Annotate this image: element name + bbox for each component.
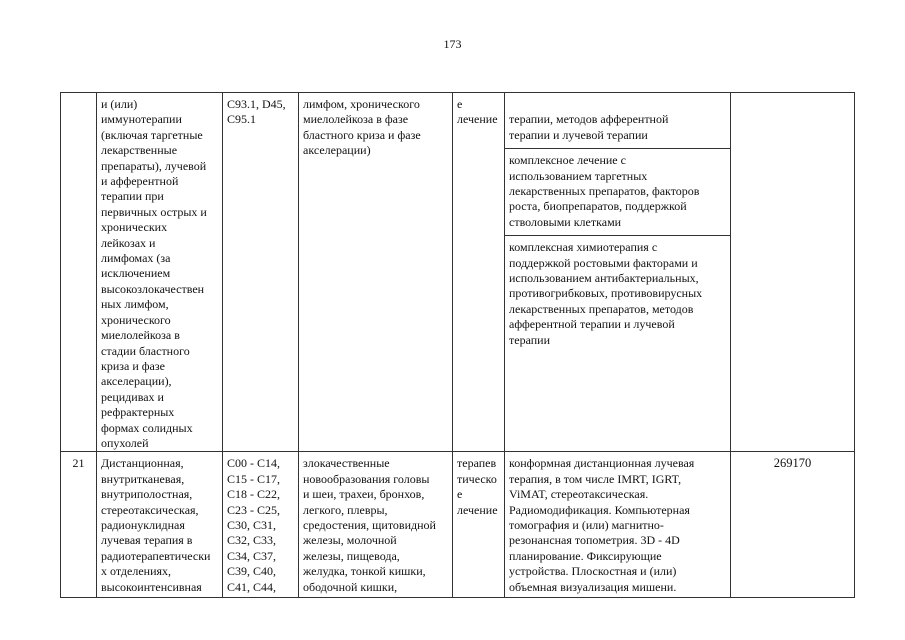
table-row	[61, 452, 855, 598]
method-block: терапии, методов афферентной терапии и лучевой терапии	[505, 108, 730, 149]
treatment-type-cell: е лечение	[453, 93, 505, 452]
icd-codes-cell: C00 - C14, C15 - C17, C18 - C22, C23 - C25, C30, C31, C32, C33, C34, C37, C39, C40, C41, C44,	[223, 452, 299, 598]
service-name-cell: и (или) иммунотерапии (включая таргетные лекарственные препараты), лучевой и афферентной терапии при первичных острых и хронических лейкозах и лимфомах (за исключением высокозлокачествен ных лимфом, хронического миелолейкоза в стадии бластного криза и фазе акселерации), рецидивах и рефрактерных формах солидных опухолей	[97, 93, 223, 452]
row-number: 21	[61, 452, 97, 598]
service-name-cell: Дистанционная, внутритканевая, внутриполостная, стереотаксическая, радионуклидная лучевая терапия в радиотерапевтически х отделениях, высокоинтенсивная	[97, 452, 223, 598]
method-block: комплексная химиотерапия с поддержкой ростовыми факторами и использованием антибактериальных, противогрибковых, противовирусных лекарственных препаратов, методов афферентной терапии и лучевой терапии	[509, 240, 703, 347]
method-block: комплексное лечение с использованием таргетных лекарственных препаратов, факторов роста, биопрепаратов, поддержкой стволовыми клетками	[505, 149, 730, 236]
patient-model-cell: лимфом, хронического миелолейкоза в фазе бластного криза и фазе акселерации)	[299, 93, 453, 452]
standard-cost-cell	[731, 93, 855, 452]
patient-model-cell: злокачественные новообразования головы и шеи, трахеи, бронхов, легкого, плевры, средостения, щитовидной железы, молочной железы, пищевода, желудка, тонкой кишки, ободочной кишки,	[299, 452, 453, 598]
page-number: 173	[443, 37, 462, 51]
treatment-methods-cell: конформная дистанционная лучевая терапия, в том числе IMRT, IGRT, ViMAT, стереотаксическая. Радиомодификация. Компьютерная томография и (или) магнитно- резонансная топометрия. 3D - 4D планирование. Фиксирующие устройства. Плоскостная и (или) объемная визуализация мишени.	[505, 452, 731, 598]
icd-codes-cell: C93.1, D45, C95.1	[223, 93, 299, 452]
treatment-type-cell: терапев тическо е лечение	[453, 452, 505, 598]
treatment-methods-cell	[505, 93, 731, 452]
row-number	[61, 93, 97, 452]
standard-cost-cell: 269170	[731, 452, 855, 598]
table-row	[61, 93, 855, 452]
services-table	[60, 92, 855, 598]
